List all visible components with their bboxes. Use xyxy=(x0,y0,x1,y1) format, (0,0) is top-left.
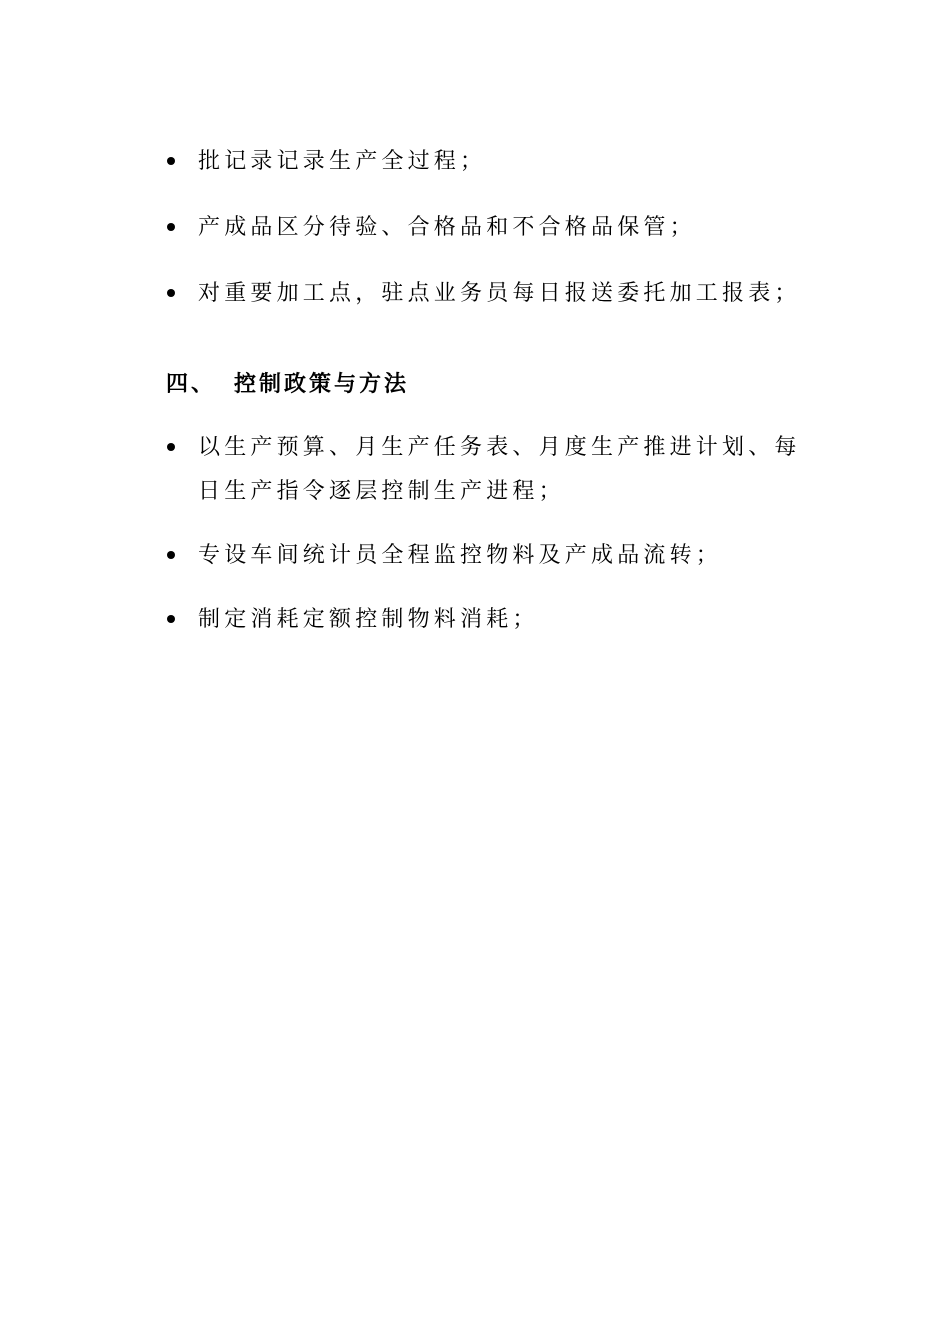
list-item xyxy=(166,534,816,578)
list-item xyxy=(166,206,816,250)
bullet-icon xyxy=(167,157,175,165)
bullet-icon xyxy=(167,289,175,297)
list-item-text: 以生产预算、月生产任务表、月度生产推进计划、每日生产指令逐层控制生产进程； xyxy=(198,435,801,504)
list-item xyxy=(166,598,816,642)
section-number: 四、 xyxy=(166,371,217,397)
list-item-text: 产成品区分待验、合格品和不合格品保管； xyxy=(198,215,696,240)
bullet-icon xyxy=(167,223,175,231)
list-item-text: 对重要加工点，驻点业务员每日报送委托加工报表； xyxy=(198,281,801,306)
list-item-text: 批记录记录生产全过程； xyxy=(198,149,487,174)
list-item xyxy=(166,426,816,514)
list-item xyxy=(166,272,816,316)
bullet-icon xyxy=(167,443,175,451)
section-title: 控制政策与方法 xyxy=(234,371,410,397)
section-heading xyxy=(166,362,409,406)
list-item-text: 专设车间统计员全程监控物料及产成品流转； xyxy=(198,543,723,568)
bullet-list-control-methods xyxy=(166,426,816,662)
bullet-list-production-records xyxy=(166,140,816,338)
bullet-icon xyxy=(167,615,175,623)
bullet-icon xyxy=(167,551,175,559)
list-item-text: 制定消耗定额控制物料消耗； xyxy=(198,607,539,632)
list-item xyxy=(166,140,816,184)
